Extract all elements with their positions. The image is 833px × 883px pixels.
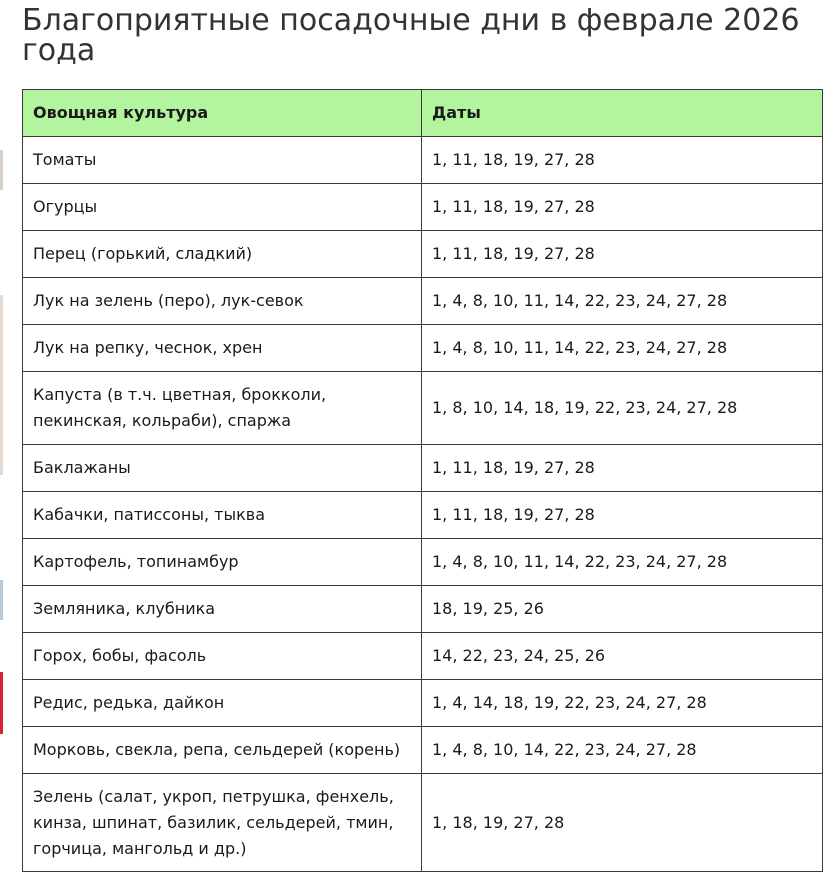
- crop-cell: Томаты: [23, 137, 422, 184]
- table-row: [23, 727, 823, 774]
- table-row: [23, 231, 823, 278]
- table-row: [23, 539, 823, 586]
- table-row: [23, 372, 823, 445]
- crop-cell: Кабачки, патиссоны, тыква: [23, 492, 422, 539]
- dates-cell: 1, 4, 8, 10, 11, 14, 22, 23, 24, 27, 28: [422, 539, 823, 586]
- dates-cell: 1, 11, 18, 19, 27, 28: [422, 184, 823, 231]
- table-row: [23, 445, 823, 492]
- crop-cell: Баклажаны: [23, 445, 422, 492]
- table-row: [23, 492, 823, 539]
- table-row: [23, 278, 823, 325]
- table-header-row: [23, 90, 823, 137]
- dates-cell: 18, 19, 25, 26: [422, 586, 823, 633]
- crop-cell: Лук на репку, чеснок, хрен: [23, 325, 422, 372]
- dates-cell: 1, 11, 18, 19, 27, 28: [422, 492, 823, 539]
- dates-cell: 14, 22, 23, 24, 25, 26: [422, 633, 823, 680]
- crop-cell: Земляника, клубника: [23, 586, 422, 633]
- crop-cell: Огурцы: [23, 184, 422, 231]
- table-row: [23, 325, 823, 372]
- dates-cell: 1, 8, 10, 14, 18, 19, 22, 23, 24, 27, 28: [422, 372, 823, 445]
- crop-cell: Картофель, топинамбур: [23, 539, 422, 586]
- dates-cell: 1, 11, 18, 19, 27, 28: [422, 231, 823, 278]
- table-row: [23, 586, 823, 633]
- dates-cell: 1, 18, 19, 27, 28: [422, 774, 823, 872]
- crop-cell: Редис, редька, дайкон: [23, 680, 422, 727]
- left-edge-fragment: [0, 150, 3, 190]
- column-header-crop: Овощная культура: [23, 90, 422, 137]
- table-row: [23, 633, 823, 680]
- table-row: [23, 137, 823, 184]
- table-row: [23, 774, 823, 872]
- crop-cell: Морковь, свекла, репа, сельдерей (корень): [23, 727, 422, 774]
- column-header-dates: Даты: [422, 90, 823, 137]
- crop-cell: Горох, бобы, фасоль: [23, 633, 422, 680]
- dates-cell: 1, 4, 8, 10, 11, 14, 22, 23, 24, 27, 28: [422, 325, 823, 372]
- dates-cell: 1, 4, 8, 10, 14, 22, 23, 24, 27, 28: [422, 727, 823, 774]
- page-title: Благоприятные посадочные дни в феврале 2026 года: [22, 3, 800, 68]
- planting-days-table: [22, 89, 823, 872]
- table-row: [23, 680, 823, 727]
- dates-cell: 1, 11, 18, 19, 27, 28: [422, 445, 823, 492]
- left-edge-fragment: [0, 580, 3, 620]
- crop-cell: Зелень (салат, укроп, петрушка, фенхель, кинза, шпинат, базилик, сельдерей, тмин, горчица, мангольд и др.): [23, 774, 422, 872]
- crop-cell: Капуста (в т.ч. цветная, брокколи, пекинская, кольраби), спаржа: [23, 372, 422, 445]
- dates-cell: 1, 4, 14, 18, 19, 22, 23, 24, 27, 28: [422, 680, 823, 727]
- left-edge-fragment: [0, 295, 3, 475]
- left-edge-fragment: [0, 672, 3, 734]
- dates-cell: 1, 4, 8, 10, 11, 14, 22, 23, 24, 27, 28: [422, 278, 823, 325]
- crop-cell: Лук на зелень (перо), лук-севок: [23, 278, 422, 325]
- crop-cell: Перец (горький, сладкий): [23, 231, 422, 278]
- dates-cell: 1, 11, 18, 19, 27, 28: [422, 137, 823, 184]
- table-row: [23, 184, 823, 231]
